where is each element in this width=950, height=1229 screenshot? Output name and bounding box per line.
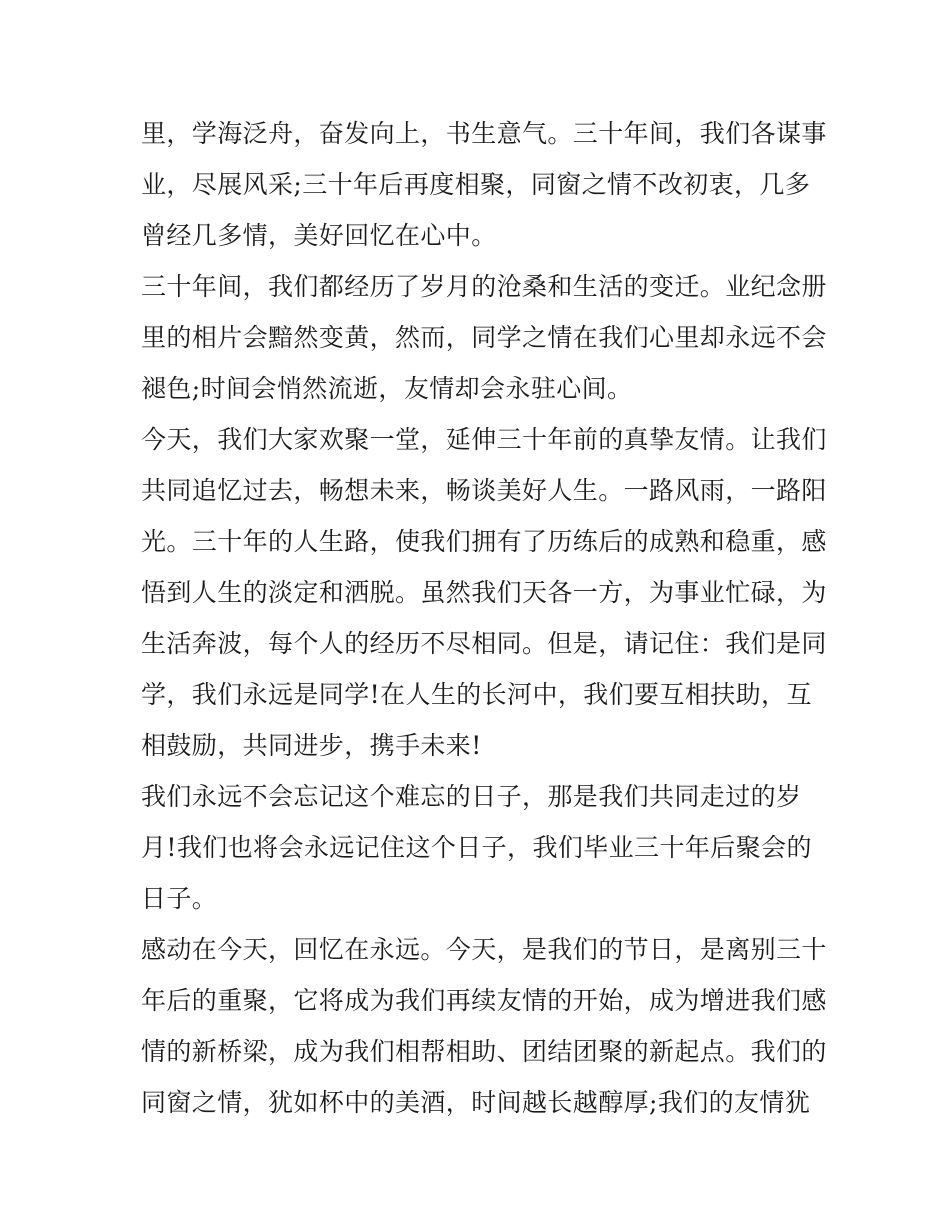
paragraph-1 (141, 108, 827, 261)
text-line: 情的新桥梁，成为我们相帮相助、团结团聚的新起点。我们的 (141, 1037, 827, 1066)
text-line: 相鼓励，共同进步，携手未来! (141, 731, 482, 760)
document-body (141, 108, 827, 1128)
text-line: 褪色;时间会悄然流逝，友情却会永驻心间。 (141, 374, 633, 403)
paragraph-3 (141, 414, 827, 771)
text-line: 月!我们也将会永远记住这个日子，我们毕业三十年后聚会的 (141, 833, 812, 862)
text-line: 同窗之情，犹如杯中的美酒，时间越长越醇厚;我们的友情犹 (141, 1088, 811, 1117)
text-line: 光。三十年的人生路，使我们拥有了历练后的成熟和稳重，感 (141, 527, 827, 556)
paragraph-2 (141, 261, 827, 414)
text-line: 感动在今天，回忆在永远。今天，是我们的节日，是离别三十 (141, 935, 827, 964)
text-line: 今天，我们大家欢聚一堂，延伸三十年前的真挚友情。让我们 (141, 425, 827, 454)
text-line: 曾经几多情，美好回忆在心中。 (141, 221, 497, 250)
paragraph-5 (141, 924, 827, 1128)
text-line: 里，学海泛舟，奋发向上，书生意气。三十年间，我们各谋事 (141, 119, 827, 148)
text-line: 里的相片会黯然变黄，然而，同学之情在我们心里却永远不会 (141, 323, 827, 352)
text-line: 年后的重聚，它将成为我们再续友情的开始，成为增进我们感 (141, 986, 827, 1015)
paragraph-4 (141, 771, 821, 924)
text-line: 我们永远不会忘记这个难忘的日子，那是我们共同走过的岁 (141, 782, 802, 811)
text-line: 学，我们永远是同学!在人生的长河中，我们要互相扶助，互 (141, 680, 812, 709)
text-line: 业，尽展风采;三十年后再度相聚，同窗之情不改初衷，几多 (141, 170, 811, 199)
text-line: 悟到人生的淡定和洒脱。虽然我们天各一方，为事业忙碌，为 (141, 578, 827, 607)
text-line: 共同追忆过去，畅想未来，畅谈美好人生。一路风雨，一路阳 (141, 476, 827, 505)
text-line: 生活奔波，每个人的经历不尽相同。但是，请记住：我们是同 (141, 629, 827, 658)
text-line: 日子。 (141, 884, 218, 913)
text-line: 三十年间，我们都经历了岁月的沧桑和生活的变迁。业纪念册 (141, 272, 827, 301)
